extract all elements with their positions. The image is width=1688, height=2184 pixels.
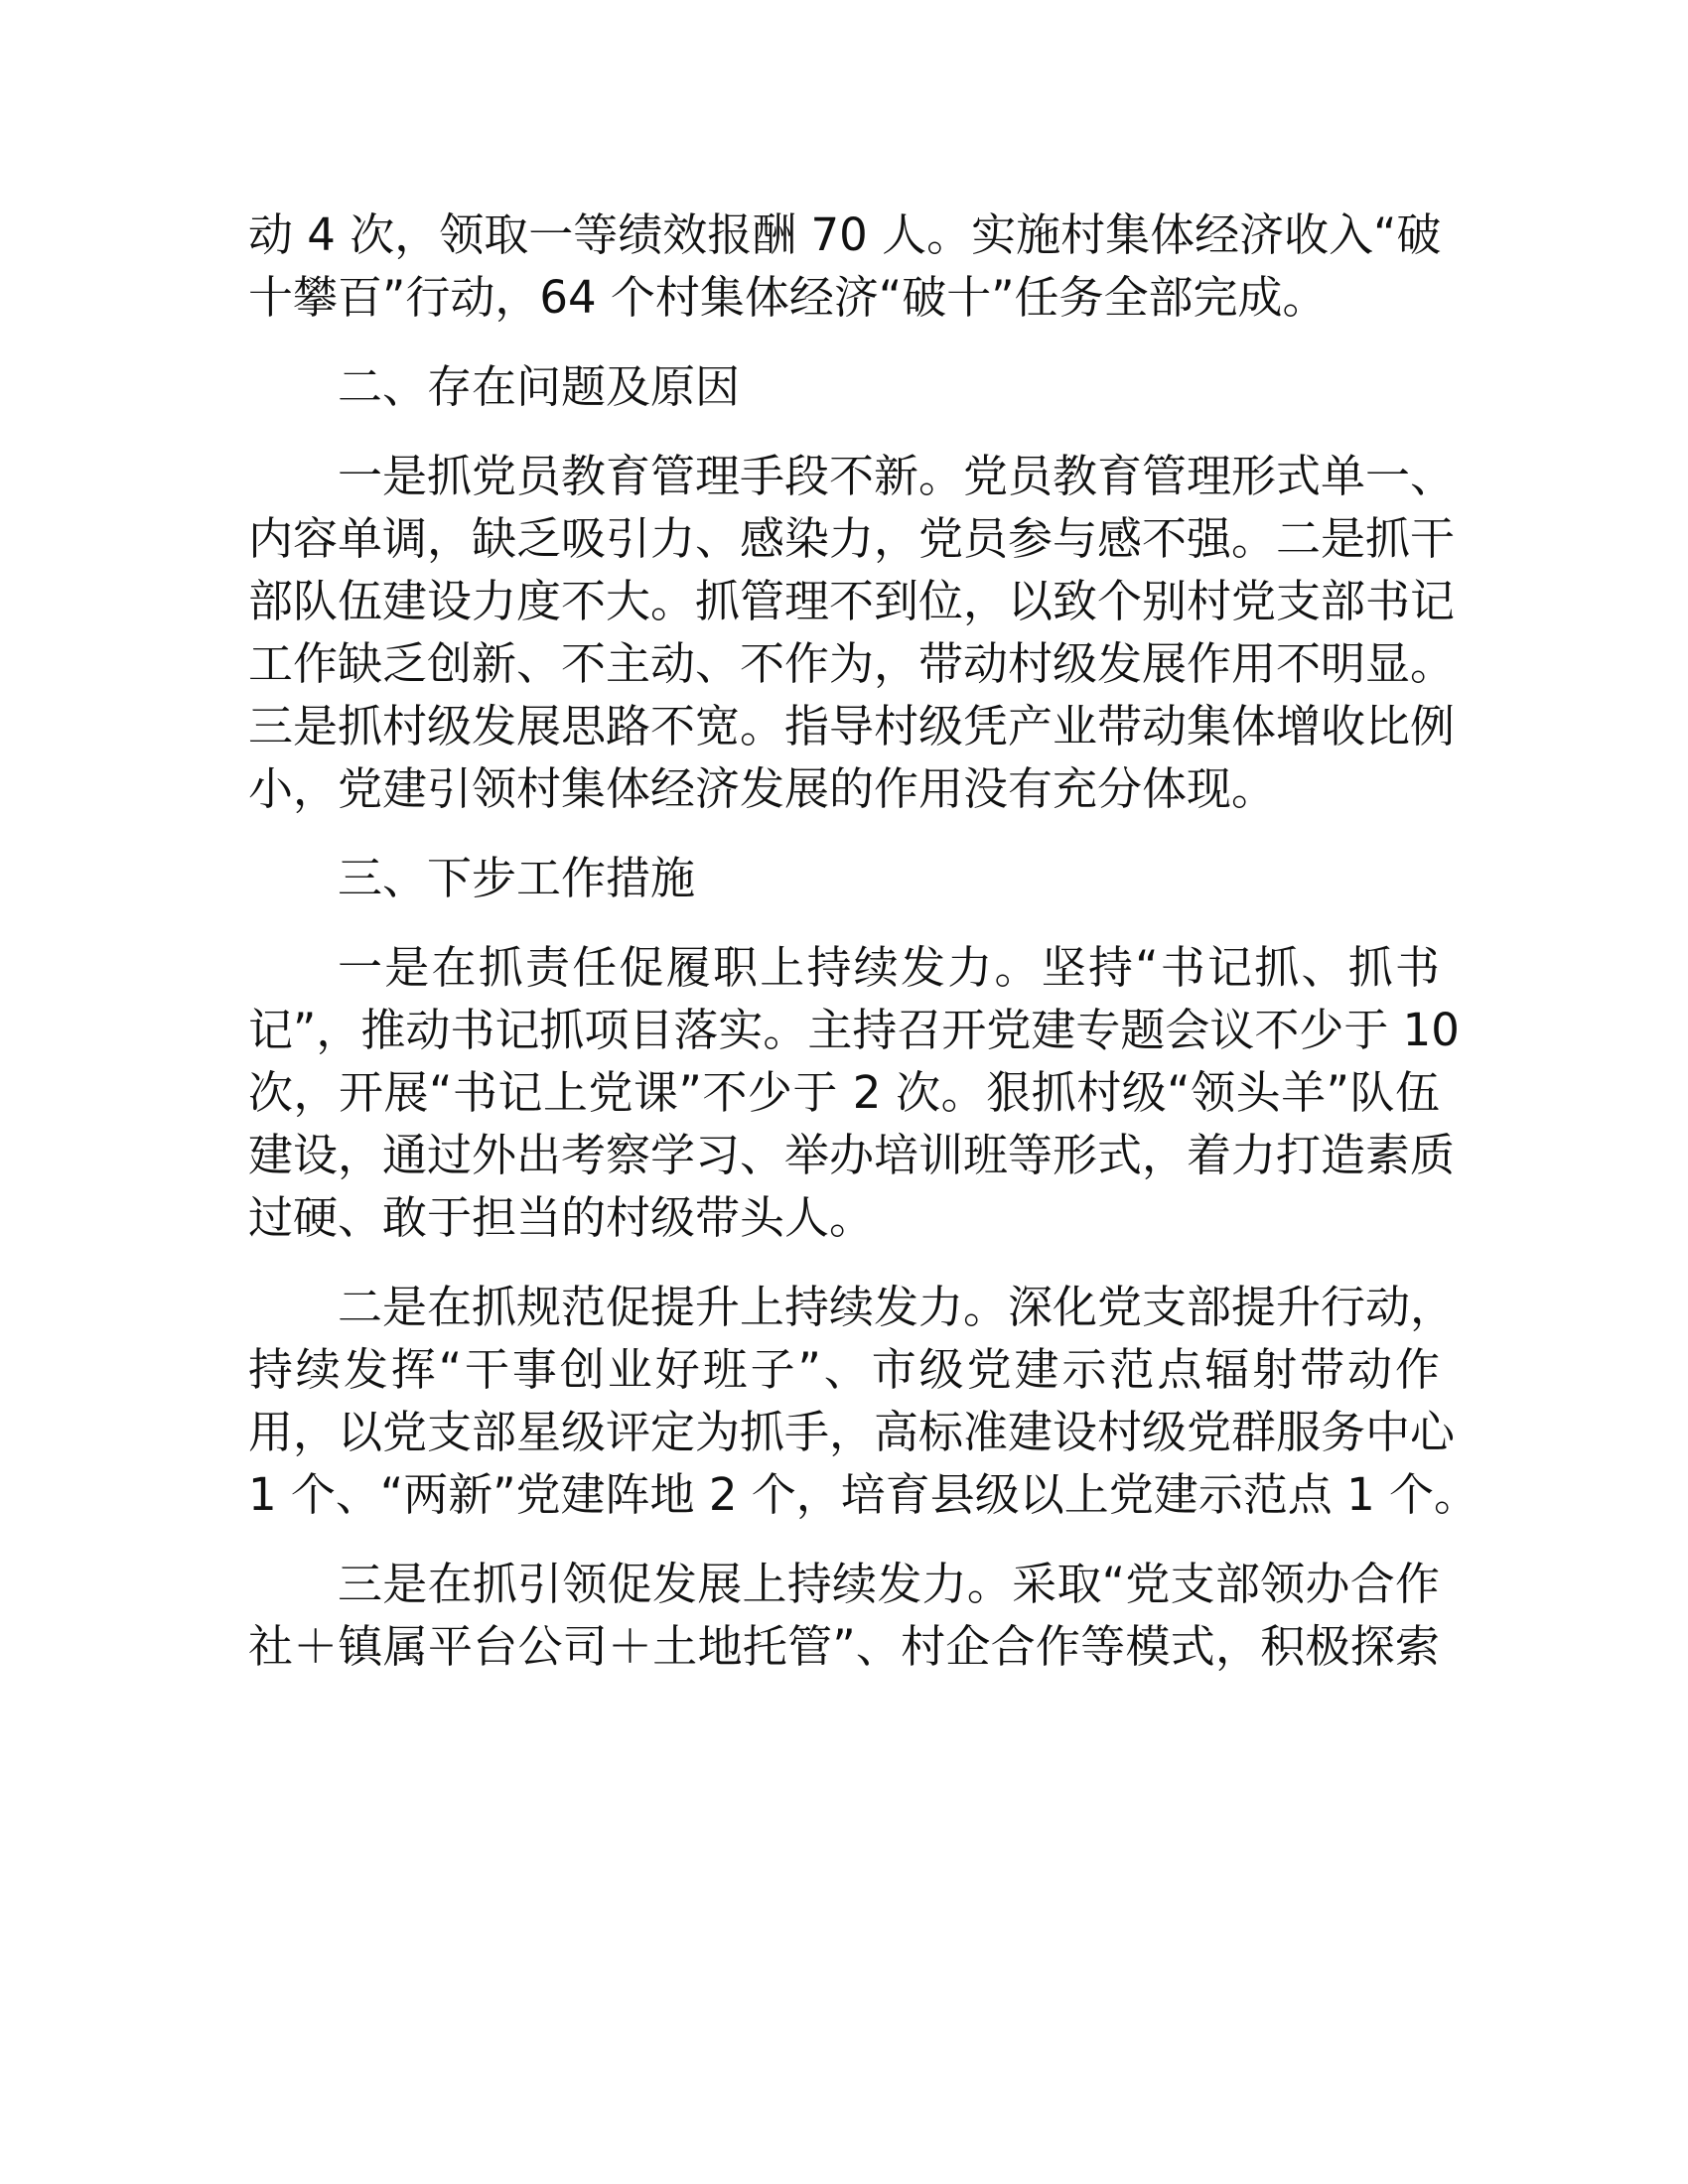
paragraph-line: 内容单调，缺乏吸引力、感染力，党员参与感不强。二是抓干 [248,512,1456,565]
paragraph-line: 动 4 次，领取一等绩效报酬 70 人。实施村集体经济收入“破 [248,208,1442,261]
document-body [248,204,1479,1678]
paragraph-line: 二是在抓规范促提升上持续发力。深化党支部提升行动， [338,1281,1456,1333]
section-heading-next-steps: 三、下步工作措施 [338,852,696,904]
paragraph-line: 一是抓党员教育管理手段不新。党员教育管理形式单一、 [338,450,1456,502]
paragraph-line: 次，开展“书记上党课”不少于 2 次。狠抓村级“领头羊”队伍 [248,1066,1440,1119]
paragraph-line: 三是抓村级发展思路不宽。指导村级凭产业带动集体增收比例 [248,700,1456,752]
paragraph-line: 建设，通过外出考察学习、举办培训班等形式，着力打造素质 [248,1129,1456,1181]
paragraph-line: 持续发挥“干事创业好班子”、市级党建示范点辐射带动作 [248,1343,1440,1396]
paragraph-line: 十攀百”行动，64 个村集体经济“破十”任务全部完成。 [248,271,1328,324]
paragraph-line: 部队伍建设力度不大。抓管理不到位，以致个别村党支部书记 [248,575,1456,627]
paragraph-line: 记”，推动书记抓项目落实。主持召开党建专题会议不少于 10 [248,1004,1460,1056]
paragraph-line: 三是在抓引领促发展上持续发力。采取“党支部领办合作 [338,1558,1440,1610]
paragraph-line: 过硬、敢于担当的村级带头人。 [248,1191,875,1244]
paragraph-line: 工作缺乏创新、不主动、不作为，带动村级发展作用不明显。 [248,637,1456,690]
section-heading-problems: 二、存在问题及原因 [338,360,741,413]
paragraph-line: 一是在抓责任促履职上持续发力。坚持“书记抓、抓书 [338,941,1440,994]
paragraph-line: 社＋镇属平台公司＋土地托管”、村企合作等模式，积极探索 [248,1620,1440,1673]
paragraph-line: 小，党建引领村集体经济发展的作用没有充分体现。 [248,762,1277,815]
paragraph-line: 1 个、“两新”党建阵地 2 个，培育县级以上党建示范点 1 个。 [248,1468,1479,1521]
paragraph-line: 用，以党支部星级评定为抓手，高标准建设村级党群服务中心 [248,1406,1456,1458]
